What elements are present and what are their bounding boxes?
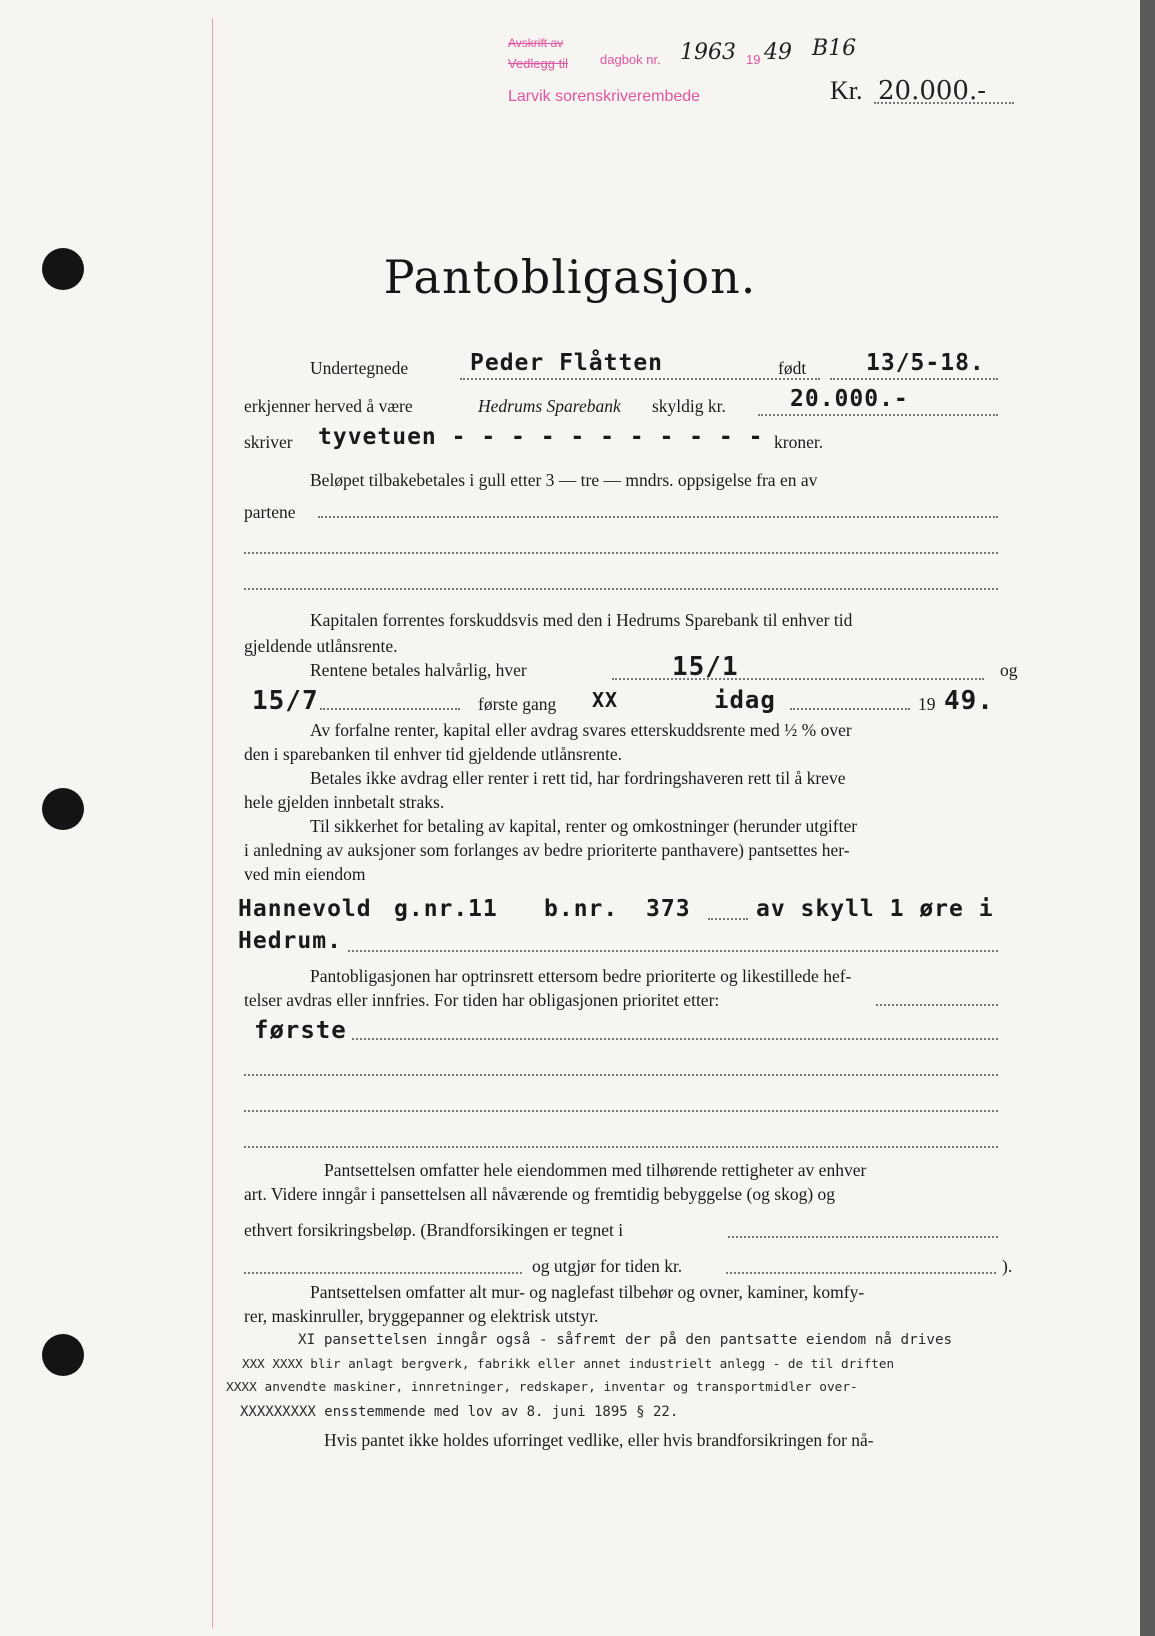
undertegnede-label: Undertegnede (310, 358, 409, 378)
dotted-fill (708, 918, 748, 920)
dagbok-number: 1963 (680, 40, 736, 65)
dotted-fill (244, 1074, 998, 1076)
creditor-text-after: skyldig kr. (652, 396, 726, 416)
forste-gang-label: første gang (478, 694, 557, 714)
skriver-label: skriver (244, 432, 293, 452)
interest-line1: Kapitalen forrentes forskuddsvis med den i Hedrums Sparebank til enhver tid (310, 610, 853, 630)
amount-in-words: tyvetuen - - - - - - - - - - - (318, 424, 764, 450)
dotted-fill (244, 1146, 998, 1148)
stamp-line1: Avskrift av (508, 36, 564, 50)
dotted-fill (244, 1272, 522, 1274)
last-line: Hvis pantet ikke holdes uforringet vedlike, eller hvis brandforsikringen for nå- (324, 1430, 874, 1450)
struck-line3: XXXX anvendte maskiner, innretninger, redskaper, inventar og transportmidler over- (226, 1380, 858, 1395)
punch-hole (42, 788, 84, 830)
dotted-fill (460, 378, 820, 380)
struck-line1: XI pansettelsen inngår også - såfremt der på den pantsatte eiendom nå drives (298, 1332, 953, 1348)
creditor-text-before: erkjenner herved å være (244, 396, 413, 416)
dotted-fill (318, 516, 998, 518)
dotted-fill (790, 708, 910, 710)
forste-gang-struck: XX (592, 688, 619, 712)
dotted-fill (244, 588, 998, 590)
fixtures-line1: Pantsettelsen omfatter alt mur- og naglefast tilbehør og ovner, kaminer, komfy- (310, 1282, 865, 1302)
dotted-fill (244, 1110, 998, 1112)
creditor-bank: Hedrums Sparebank (478, 396, 621, 416)
interest-date-2: 15/7 (252, 686, 319, 716)
dotted-fill (758, 414, 998, 416)
amount-value: 20.000.- (878, 76, 987, 106)
gnr-label: g.nr. (394, 896, 469, 922)
amount-label: Kr. (830, 76, 863, 105)
priority-line1: Pantobligasjonen har optrinsrett ettersom bedre prioriterte og likestillede hef- (310, 966, 852, 986)
year-value: 49. (944, 686, 994, 716)
security-line2: i anledning av auksjoner som forlanges av bedre prioriterte panthavere) pantsettes her- (244, 840, 850, 860)
year-prefix: 19 (918, 694, 936, 714)
struck-line2: XXX XXXX blir anlagt bergverk, fabrikk eller annet industrielt anlegg - de til driften (242, 1356, 895, 1371)
scope-line2: art. Videre inngår i pansettelsen all nåværende og fremtidig bebyggelse (og skog) og (244, 1184, 836, 1204)
punch-hole (42, 1334, 84, 1376)
fixtures-line2: rer, maskinruller, bryggepanner og elektrisk utstyr. (244, 1306, 599, 1326)
dotted-fill (726, 1272, 996, 1274)
scope-line4-end: ). (1002, 1256, 1013, 1276)
dotted-fill (320, 708, 460, 710)
dotted-fill (352, 1038, 998, 1040)
property-municipality: Hedrum. (238, 928, 342, 954)
dotted-fill (830, 378, 998, 380)
dotted-fill (244, 552, 998, 554)
fodt-label: født (778, 358, 807, 378)
kroner-label: kroner. (774, 432, 824, 452)
stamp-year: 49 (764, 40, 792, 65)
interest-line2: gjeldende utlånsrente. (244, 636, 398, 656)
repayment-line2: partene (244, 502, 296, 522)
bnr-label: b.nr. (544, 896, 619, 922)
debtor-name: Peder Flåtten (470, 350, 664, 376)
repayment-line1: Beløpet tilbakebetales i gull etter 3 — tre — mndrs. oppsigelse fra en av (310, 470, 818, 490)
office-name: Larvik sorenskriverembede (508, 88, 701, 105)
stamp-dagbok-label: dagbok nr. (600, 52, 661, 67)
default-line1: Betales ikke avdrag eller renter i rett tid, har fordringshaveren rett til å kreve (310, 768, 846, 788)
bnr-value: 373 (646, 896, 691, 922)
birth-date: 13/5-18. (866, 350, 985, 376)
dotted-fill (348, 950, 998, 952)
stamp-line2: Vedlegg til (508, 56, 568, 71)
priority-value: første (254, 1016, 347, 1044)
scope-line4: og utgjør for tiden kr. (532, 1256, 683, 1276)
stamp-year-prefix: 19 (746, 52, 761, 67)
security-line3: ved min eiendom (244, 864, 366, 884)
og-label: og (1000, 660, 1018, 680)
priority-line2: telser avdras eller innfries. For tiden har obligasjonen prioritet etter: (244, 990, 720, 1010)
security-line1: Til sikkerhet for betaling av kapital, renter og omkostninger (herunder utgifter (310, 816, 858, 836)
dotted-fill (728, 1236, 998, 1238)
struck-line4: XXXXXXXXX ensstemmende med lov av 8. juni 1895 § 22. (240, 1404, 679, 1420)
book-reference: B16 (812, 36, 857, 61)
renter-label: Rentene betales halvårlig, hver (310, 660, 527, 680)
dotted-fill (874, 102, 1014, 104)
dotted-fill (612, 678, 984, 680)
scope-line3: ethvert forsikringsbeløp. (Brandforsikingen er tegnet i (244, 1220, 624, 1240)
property-skyld: av skyll 1 øre i (756, 896, 994, 922)
document-title: Pantobligasjon. (383, 250, 757, 304)
debt-amount: 20.000.- (790, 386, 909, 412)
default-line2: hele gjelden innbetalt straks. (244, 792, 445, 812)
overdue-line1: Av forfalne renter, kapital eller avdrag svares etterskuddsrente med ½ % over (310, 720, 852, 740)
forste-gang-date: idag (714, 686, 776, 714)
property-name: Hannevold (238, 896, 372, 922)
gnr-value: 11 (468, 896, 498, 922)
dotted-fill (876, 1004, 998, 1006)
interest-date-1: 15/1 (672, 652, 739, 682)
scope-line1: Pantsettelsen omfatter hele eiendommen med tilhørende rettigheter av enhver (324, 1160, 867, 1180)
overdue-line2: den i sparebanken til enhver tid gjeldende utlånsrente. (244, 744, 623, 764)
